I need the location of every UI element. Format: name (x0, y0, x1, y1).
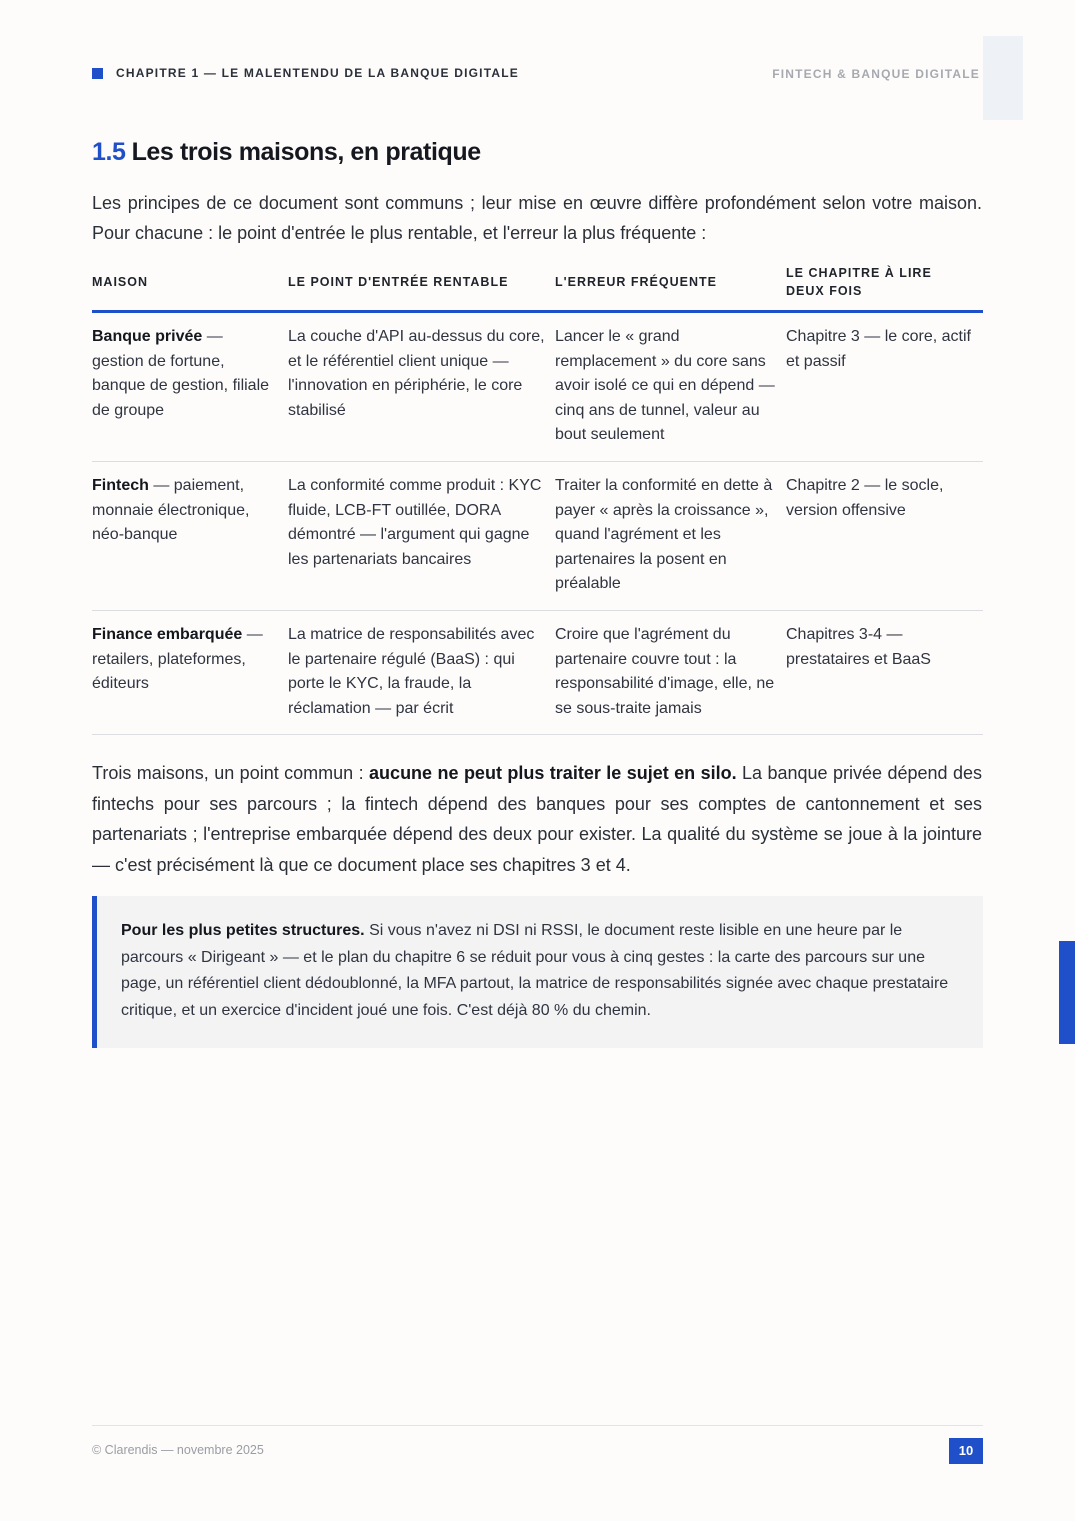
table-row (92, 312, 983, 462)
cell-chapter: Chapitres 3-4 — prestataires et BaaS (786, 610, 983, 734)
conclusion-rest: La banque privée dépend des fintechs pour ses parcours ; la fintech dépend des banques pour ses comptes de cantonnement et ses partenariats ; l'entreprise embarquée dépend des deux pour exister. La qualité du système se joue à la jointure — c'est précisément là que ce document place ses chapitres 3 et 4. (92, 763, 982, 875)
column-header-chapter: LE CHAPITRE À LIRE DEUX FOIS (786, 254, 983, 312)
publication-label: FINTECH & BANQUE DIGITALE (772, 67, 980, 81)
chapter-number-decoration (983, 36, 1023, 120)
section-title-text: Les trois maisons, en pratique (131, 138, 481, 166)
chapter-side-tab (1059, 941, 1075, 1044)
maisons-table (92, 254, 983, 735)
running-header (92, 66, 982, 84)
column-header-maison: MAISON (92, 254, 288, 312)
cell-entry-point: La matrice de responsabilités avec le partenaire régulé (BaaS) : qui porte le KYC, la fraude, la réclamation — par écrit (288, 610, 555, 734)
callout-title: Pour les plus petites structures. (121, 922, 365, 939)
header-square-icon (92, 68, 103, 79)
cell-chapter: Chapitre 2 — le socle, version offensive (786, 461, 983, 610)
maison-name: Banque privée (92, 328, 203, 345)
maison-description: — gestion de fortune, banque de gestion, filiale de groupe (92, 328, 270, 419)
column-header-error: L'ERREUR FRÉQUENTE (555, 254, 786, 312)
cell-error: Lancer le « grand remplacement » du core sans avoir isolé ce qui en dépend — cinq ans de tunnel, valeur au bout seulement (555, 312, 786, 462)
callout-body: Si vous n'avez ni DSI ni RSSI, le document reste lisible en une heure par le parcours « Dirigeant » — et le plan du chapitre 6 se réduit pour vous à cinq gestes : la carte des parcours sur une page, un référentiel client dédoublonné, la MFA partout, la matrice de responsabilités signée avec chaque prestataire critique, et un exercice d'incident joué une fois. C'est déjà 80 % du chemin. (121, 922, 949, 1019)
cell-maison (92, 312, 288, 462)
maison-description: — paiement, monnaie électronique, néo-banque (92, 476, 250, 544)
conclusion-paragraph (92, 758, 982, 880)
maison-description: — retailers, plateformes, éditeurs (92, 625, 263, 693)
footer-copyright: © Clarendis — novembre 2025 (92, 1443, 264, 1457)
chapter-label: CHAPITRE 1 — LE MALENTENDU DE LA BANQUE DIGITALE (116, 66, 519, 80)
section-number: 1.5 (92, 138, 126, 166)
cell-chapter: Chapitre 3 — le core, actif et passif (786, 312, 983, 462)
maison-name: Finance embarquée (92, 625, 243, 643)
maison-name: Fintech (92, 476, 149, 494)
footer-divider (92, 1425, 983, 1426)
cell-error: Traiter la conformité en dette à payer « après la croissance », quand l'agrément et les partenaires la posent en préalable (555, 461, 786, 610)
callout-box (92, 896, 983, 1048)
cell-entry-point: La couche d'API au-dessus du core, et le référentiel client unique — l'innovation en périphérie, le core stabilisé (288, 312, 555, 462)
intro-paragraph: Les principes de ce document sont communs ; leur mise en œuvre diffère profondément selon votre maison. Pour chacune : le point d'entrée le plus rentable, et l'erreur la plus fréquente : (92, 193, 982, 243)
cell-maison (92, 461, 288, 610)
page-number: 10 (949, 1438, 983, 1464)
conclusion-lead: Trois maisons, un point commun : (92, 763, 370, 783)
cell-error: Croire que l'agrément du partenaire couvre tout : la responsabilité d'image, elle, ne se sous-traite jamais (555, 610, 786, 734)
callout-text (121, 918, 959, 1024)
table-row (92, 461, 983, 610)
table-row (92, 610, 983, 734)
conclusion-emphasis: aucune ne peut plus traiter le sujet en silo. (369, 763, 737, 783)
cell-entry-point: La conformité comme produit : KYC fluide, LCB-FT outillée, DORA démontré — l'argument qui gagne les partenariats bancaires (288, 461, 555, 610)
cell-maison (92, 610, 288, 734)
section-title (92, 138, 481, 167)
table-header-row (92, 254, 983, 312)
column-header-entry-point: LE POINT D'ENTRÉE RENTABLE (288, 254, 555, 312)
